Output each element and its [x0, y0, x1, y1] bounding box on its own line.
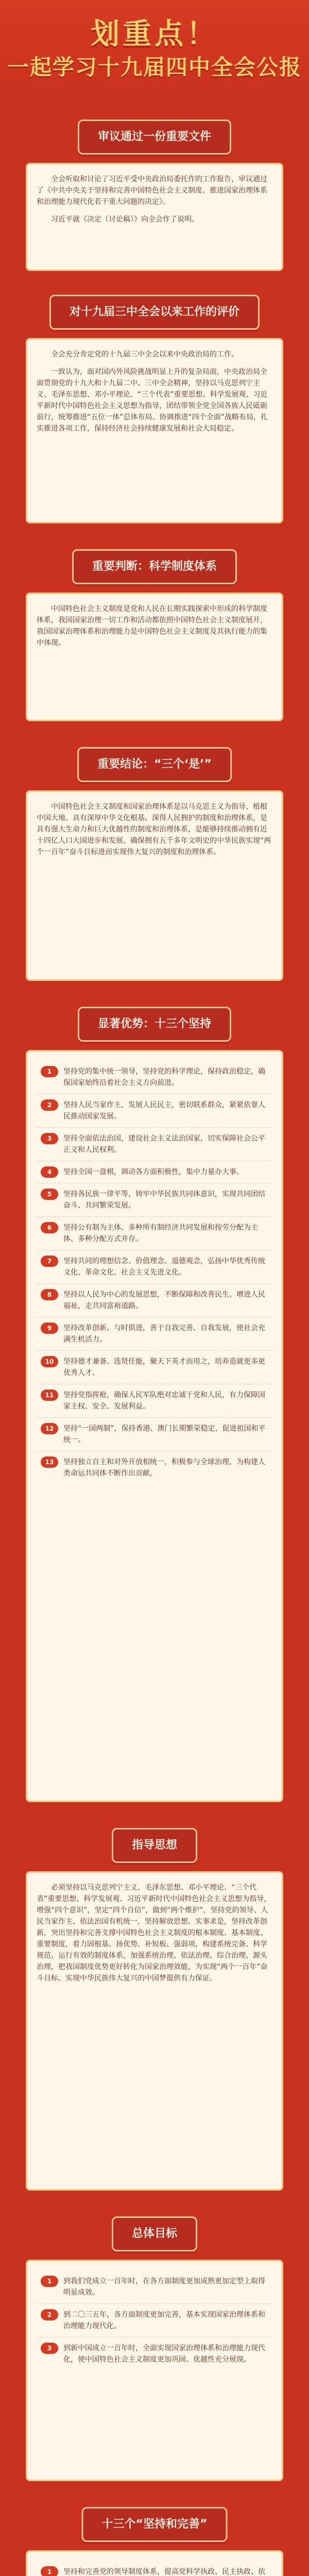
list-item	[37, 1217, 272, 1250]
section-banner-6: 指导思想	[112, 1828, 197, 1863]
list-item	[37, 2270, 272, 2304]
section-banner-5: 显著优势：十三个坚持	[78, 1007, 231, 1042]
insist-improve-list	[37, 2561, 272, 2576]
section-banner-4: 重要结论：“三个‘是’”	[77, 747, 232, 782]
list-item	[37, 1183, 272, 1217]
list-item	[37, 1094, 272, 1128]
section-card-5	[26, 1050, 283, 1802]
list-item	[37, 1451, 272, 1484]
list-text: 坚持独立自主和对外开放相统一，积极参与全球治理，为构建人类命运共同体不断作出贡献。	[63, 1458, 265, 1478]
list-text: 坚持党的集中统一领导，坚持党的科学理论，保持政治稳定，确保国家始终沿着社会主义方向前进。	[63, 1067, 265, 1087]
list-bullet: 1	[41, 2276, 58, 2287]
list-text: 坚持公有制为主体、多种所有制经济共同发展和按劳分配为主体、多种分配方式并存。	[63, 1224, 258, 1243]
list-bullet: 7	[41, 1256, 58, 1267]
list-bullet: 11	[41, 1389, 58, 1401]
list-text: 坚持人民当家作主，发展人民民主，密切联系群众，紧紧依靠人民推动国家发展。	[63, 1101, 265, 1121]
section-banner-2: 对十九届三中全会以来工作的评价	[49, 295, 260, 330]
section-card-1	[26, 163, 283, 271]
list-text: 坚持和完善党的领导制度体系，提高党科学执政、民主执政、依	[63, 2568, 265, 2576]
list-item	[37, 2304, 272, 2337]
list-text: 到二〇三五年，各方面制度更加完善，基本实现国家治理体系和治理能力现代化。	[63, 2311, 265, 2330]
list-text: 坚持全面依法治国，建设社会主义法治国家，切实保障社会公平正义和人民权利。	[63, 1134, 265, 1154]
list-item	[37, 2337, 272, 2370]
list-item	[37, 1128, 272, 1161]
list-text: 坚持以人民为中心的发展思想，不断保障和改善民生、增进人民福祉，走共同富裕道路。	[63, 1291, 265, 1310]
list-bullet: 9	[41, 1323, 58, 1334]
list-text: 到新中国成立一百年时，全面实现国家治理体系和治理能力现代化，使中国特色社会主义制度更加巩固、优越性充分展现。	[63, 2344, 265, 2364]
list-item	[37, 2561, 272, 2576]
paragraph: 习近平就《决定（讨论稿）》向全会作了说明。	[51, 215, 199, 224]
advantages-list	[37, 1061, 272, 1484]
list-text: 坚持“一国两制”，保持香港、澳门长期繁荣稳定，促进祖国和平统一。	[63, 1425, 266, 1444]
list-text: 坚持改革创新、与时俱进，善于自我完善、自我发展，使社会充满生机活力。	[63, 1324, 265, 1344]
section-banner-7: 总体目标	[112, 2216, 197, 2251]
list-bullet: 10	[41, 1356, 58, 1367]
list-item	[37, 1284, 272, 1317]
list-bullet: 12	[41, 1423, 58, 1434]
list-bullet: 2	[41, 2309, 58, 2320]
headline: 一起学习十九届四中全会公报	[7, 55, 302, 80]
list-bullet: 4	[41, 1166, 58, 1178]
list-item	[37, 1161, 272, 1183]
section-card-6	[26, 1871, 283, 2191]
list-text: 坚持各民族一律平等，铸牢中华民族共同体意识，实现共同团结奋斗、共同繁荣发展。	[63, 1190, 265, 1210]
paragraph: 一致认为，面对国内外风险挑战明显上升的复杂局面，中央政治局全面贯彻党的十九大和十九届二中、三中全会精神，坚持以马克思列宁主义、毛泽东思想、邓小平理论、“三个代表”重要思想、科学发展观、习近平新时代中国特色社会主义思想为指导，团结带领全党全国各族人民砥砺前行，统筹推进“五位一体”总体布局、协调推进“四个全面”战略布局，扎实推进各项工作，保持经济社会持续健康发展和社会大局稳定。	[37, 368, 268, 433]
list-item	[37, 1351, 272, 1384]
paragraph: 必须坚持以马克思列宁主义、毛泽东思想、邓小平理论、“三个代表”重要思想、科学发展观、习近平新时代中国特色社会主义思想为指导，增强“四个意识”，坚定“四个自信”，做到“两个维护”，坚持党的领导、人民当家作主、依法治国有机统一，坚持解放思想、实事求是，坚持改革创新，突出坚持和完善支撑中国特色社会主义制度的根本制度、基本制度、重要制度，着力固根基、扬优势、补短板、强弱项，构建系统完备、科学规范、运行有效的制度体系，加强系统治理、依法治理、综合治理、源头治理，把我国制度优势更好转化为国家治理效能，为实现“两个一百年”奋斗目标、实现中华民族伟大复兴的中国梦提供有力保证。	[37, 1884, 271, 1982]
list-item	[37, 1061, 272, 1094]
section-card-3	[26, 592, 283, 721]
list-text: 坚持德才兼备、选贤任能，聚天下英才而用之，培养造就更多更优秀人才。	[63, 1358, 265, 1377]
kicker: 划重点！	[91, 18, 218, 51]
list-text: 坚持全国一盘棋，调动各方面积极性，集中力量办大事。	[63, 1168, 244, 1176]
paragraph: 中国特色社会主义制度是党和人民在长期实践探索中形成的科学制度体系，我国国家治理一切工作和活动都依照中国特色社会主义制度展开，我国国家治理体系和治理能力是中国特色社会主义制度及其执行能力的集中体现。	[37, 605, 267, 647]
goals-list	[37, 2270, 272, 2370]
paragraph: 全会充分肯定党的十九届三中全会以来中央政治局的工作。	[51, 350, 238, 359]
list-item	[37, 1317, 272, 1351]
list-bullet: 3	[41, 2343, 58, 2354]
list-bullet: 1	[41, 2566, 58, 2576]
paragraph: 全会听取和讨论了习近平受中央政治局委托作的工作报告，审议通过了《中共中央关于坚持和完善中国特色社会主义制度、推进国家治理体系和治理能力现代化若干重大问题的决定》。	[37, 175, 267, 206]
list-bullet: 3	[41, 1133, 58, 1144]
list-bullet: 8	[41, 1289, 58, 1300]
section-banner-3: 重要判断：科学制度体系	[72, 549, 237, 584]
section-card-7	[26, 2260, 283, 2481]
header	[0, 0, 309, 98]
list-bullet: 1	[41, 1066, 58, 1077]
list-bullet: 2	[41, 1099, 58, 1111]
section-banner-8: 十三个“坚持和完善”	[82, 2507, 228, 2542]
section-banner-1: 审议通过一份重要文件	[78, 120, 231, 155]
list-bullet: 13	[41, 1456, 58, 1468]
section-card-2	[26, 338, 283, 523]
list-text: 坚持党指挥枪，确保人民军队绝对忠诚于党和人民，有力保障国家主权、安全、发展利益。	[63, 1391, 265, 1411]
section-card-4	[26, 790, 283, 981]
list-item	[37, 1250, 272, 1284]
paragraph: 中国特色社会主义制度和国家治理体系是以马克思主义为指导、植根中国大地、具有深厚中华文化根基、深得人民拥护的制度和治理体系，是具有强大生命力和巨大优越性的制度和治理体系，是能够持续推动拥有近十四亿人口大国进步和发展、确保拥有五千多年文明史的中华民族实现“两个一百年”奋斗目标进而实现伟大复兴的制度和治理体系。	[37, 803, 271, 856]
list-text: 到我们党成立一百年时，在各方面制度更加成熟更加定型上取得明显成效。	[63, 2277, 265, 2297]
section-card-8	[26, 2550, 283, 2576]
list-text: 坚持共同的理想信念、价值理念、道德观念，弘扬中华优秀传统文化、革命文化、社会主义先进文化。	[63, 1257, 265, 1277]
list-item	[37, 1418, 272, 1451]
list-bullet: 5	[41, 1189, 58, 1200]
list-item	[37, 1384, 272, 1418]
list-bullet: 6	[41, 1222, 58, 1233]
